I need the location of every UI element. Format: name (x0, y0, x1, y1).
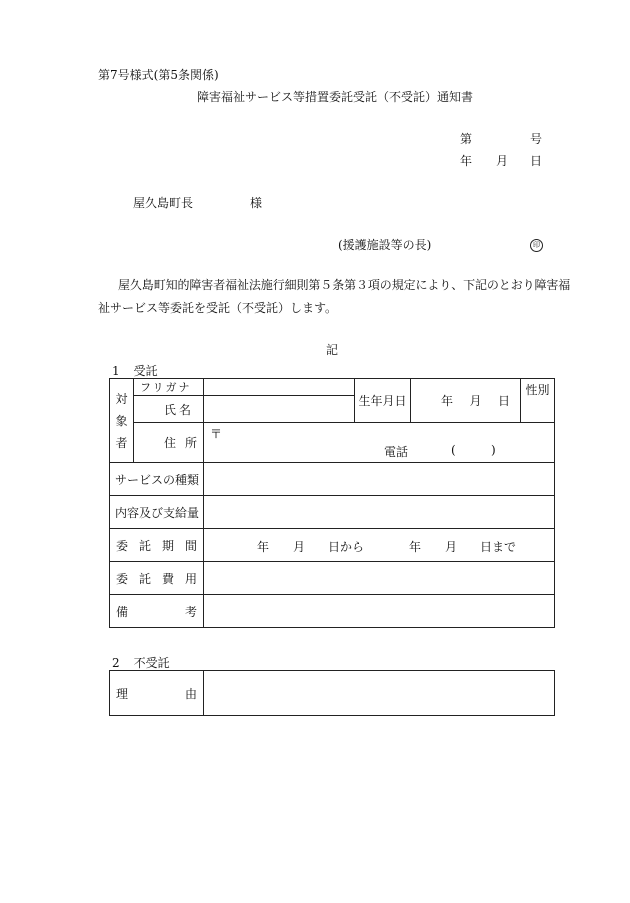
doc-number-prefix: 第 (460, 132, 473, 146)
reason-value[interactable] (204, 671, 555, 716)
period-to-year: 年 (409, 540, 422, 554)
seal-mark (530, 236, 543, 252)
period-from-month: 月 (293, 540, 306, 554)
reason-label: 理 由 (110, 671, 204, 716)
remarks-row (110, 595, 555, 628)
addressee-honorific: 様 (250, 196, 263, 210)
period-value[interactable] (204, 529, 555, 562)
name-label-cell: 氏 名 (134, 396, 204, 423)
body-text-line2: 祉サービス等委託を受託（不受託）します。 (98, 301, 338, 315)
remarks-value[interactable] (204, 595, 555, 628)
period-label: 委 託 期 間 (110, 529, 204, 562)
furigana-value-cell[interactable] (204, 379, 355, 396)
period-from-day: 日から (328, 540, 365, 554)
postal-mark: 〒 (210, 427, 223, 441)
birth-value-cell[interactable]: 年 月 日 (411, 379, 521, 423)
date-year: 年 (460, 154, 473, 168)
body-text-line1: 屋久島町知的障害者福祉法施行細則第５条第３項の規定により、下記のとおり障害福 (118, 278, 571, 292)
section2-title: 不受託 (133, 656, 170, 670)
phone-label: 電話 (384, 445, 409, 459)
address-row (110, 423, 555, 463)
sex-cell[interactable]: 性別 (521, 379, 555, 423)
content-row (110, 496, 555, 529)
form-number: 第7号様式(第5条関係) (98, 68, 219, 82)
period-row (110, 529, 555, 562)
section2-number: 2 (112, 656, 120, 670)
doc-number-suffix: 号 (530, 132, 543, 146)
birth-label-cell: 生年月日 (355, 379, 411, 423)
furigana-label-cell: フリガナ (134, 379, 204, 396)
cost-value[interactable] (204, 562, 555, 595)
service-type-label: サービスの種類 (110, 463, 204, 496)
sender-label: (援護施設等の長) (338, 238, 432, 252)
section2-heading (112, 654, 170, 671)
phone-close: ) (491, 443, 496, 457)
content-value[interactable] (204, 496, 555, 529)
addressee-name: 屋久島町長 (133, 196, 194, 210)
furigana-row (110, 379, 555, 396)
section1-number: 1 (112, 364, 120, 378)
refusal-table (109, 670, 555, 716)
section1-title: 受託 (133, 364, 158, 378)
date-day: 日 (530, 154, 543, 168)
consignment-table (109, 378, 555, 628)
cost-row (110, 562, 555, 595)
phone-open: ( (451, 443, 456, 457)
name-value-cell[interactable] (204, 396, 355, 423)
remarks-label: 備 考 (110, 595, 204, 628)
date-month: 月 (496, 154, 509, 168)
service-type-row (110, 463, 555, 496)
ki-heading: 記 (326, 343, 339, 357)
seal-icon: 印 (530, 239, 543, 252)
reason-row (110, 671, 555, 716)
cost-label: 委 託 費 用 (110, 562, 204, 595)
period-from-year: 年 (257, 540, 270, 554)
document-title: 障害福祉サービス等措置委託受託（不受託）通知書 (197, 90, 474, 104)
subject-label-cell: 対 象 者 (110, 379, 134, 463)
period-to-month: 月 (445, 540, 458, 554)
content-label: 内容及び支給量 (110, 496, 204, 529)
period-to-day: 日まで (480, 540, 517, 554)
service-type-value[interactable] (204, 463, 555, 496)
section1-heading (112, 362, 158, 379)
address-value-cell[interactable] (204, 423, 555, 463)
address-label-cell: 住 所 (134, 423, 204, 463)
